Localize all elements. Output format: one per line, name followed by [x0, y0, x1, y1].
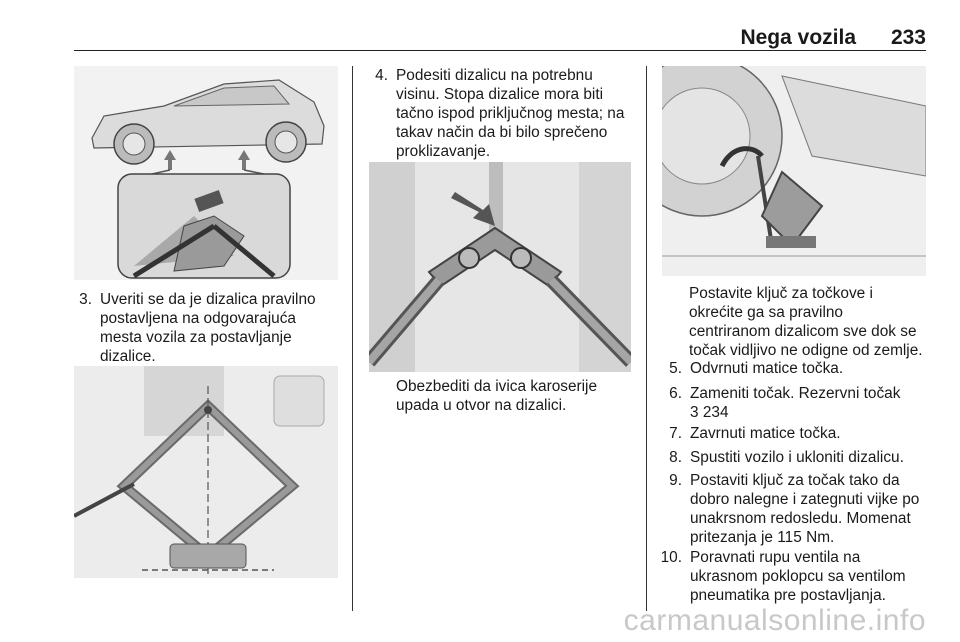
- section-title: Nega vozila: [740, 26, 856, 49]
- text-line: Poravnati rupu ventila na: [690, 549, 861, 566]
- figure-jack-head-closeup: [369, 162, 631, 372]
- step-number: 5.: [669, 360, 682, 377]
- page-reference-link[interactable]: 3 234: [690, 404, 729, 421]
- text-line: Odvrnuti matice točka.: [690, 360, 844, 377]
- text-line: pritezanja je 115 Nm.: [690, 529, 835, 546]
- step-3-number: 3.: [79, 291, 92, 308]
- column-divider-2: [646, 66, 647, 611]
- step-10: [660, 548, 930, 606]
- page-number: 233: [890, 26, 926, 49]
- text-line: upada u otvor na dizalici.: [396, 397, 567, 414]
- text-line: Zavrnuti matice točka.: [690, 425, 841, 442]
- column-divider-1: [352, 66, 353, 611]
- text-line: Spustiti vozilo i ukloniti dizalicu.: [690, 449, 904, 466]
- text-line: Obezbediti da ivica karoserije: [396, 378, 598, 395]
- page-header: [74, 22, 926, 51]
- text-line: mesta vozila za postavljanje: [100, 329, 292, 346]
- text-line: takav način da bi bilo sprečeno: [396, 124, 608, 141]
- step-number: 8.: [669, 449, 682, 466]
- step-4-text: [396, 66, 624, 161]
- step-5: [660, 359, 930, 379]
- step-3-text: [100, 290, 316, 366]
- jack-note: [396, 377, 641, 415]
- text-line: točak vidljivo ne odigne od zemlje.: [689, 342, 923, 359]
- step-3: [74, 290, 344, 370]
- figure-car-jacking-points: [74, 66, 338, 280]
- text-line: proklizavanje.: [396, 143, 491, 160]
- text-line: Uveriti se da je dizalica pravilno: [100, 291, 316, 308]
- text-line: pneumatika pre postavljanja.: [690, 587, 886, 604]
- step-number: 6.: [669, 385, 682, 402]
- wheel-lift-instructions: [689, 284, 929, 360]
- text-line: Postavite ključ za točkove i: [689, 285, 873, 302]
- text-line: postavljena na odgovarajuća: [100, 310, 296, 327]
- text-line: dizalice.: [100, 348, 156, 365]
- text-line: dobro nalegne i zategnuti vijke po: [690, 491, 920, 508]
- text-line: unakrsnom redosledu. Momenat: [690, 510, 911, 527]
- text-line: centriranom dizalicom sve dok se: [689, 323, 917, 340]
- text-line: visinu. Stopa dizalice mora biti: [396, 86, 604, 103]
- step-6: [660, 384, 930, 424]
- step-7: [660, 424, 930, 444]
- step-number: 10.: [660, 549, 682, 566]
- step-4: [366, 66, 646, 166]
- step-8: [660, 448, 930, 468]
- text-line: ukrasnom poklopcu sa ventilom: [690, 568, 906, 585]
- text-line: okrećite ga sa pravilno: [689, 304, 843, 321]
- figure-wheel-lift: [662, 66, 926, 276]
- text-line: Zameniti točak. Rezervni točak: [690, 385, 901, 402]
- text-line: tačno ispod priključnog mesta; na: [396, 105, 625, 122]
- text-line: Podesiti dizalicu na potrebnu: [396, 67, 593, 84]
- step-number: 9.: [669, 472, 682, 489]
- text-line: Postaviti ključ za točak tako da: [690, 472, 900, 489]
- step-number: 7.: [669, 425, 682, 442]
- step-4-number: 4.: [375, 67, 388, 84]
- watermark: carmanualsonline.info: [623, 604, 926, 637]
- figure-jack-side-view: [74, 366, 338, 578]
- step-9: [660, 471, 930, 549]
